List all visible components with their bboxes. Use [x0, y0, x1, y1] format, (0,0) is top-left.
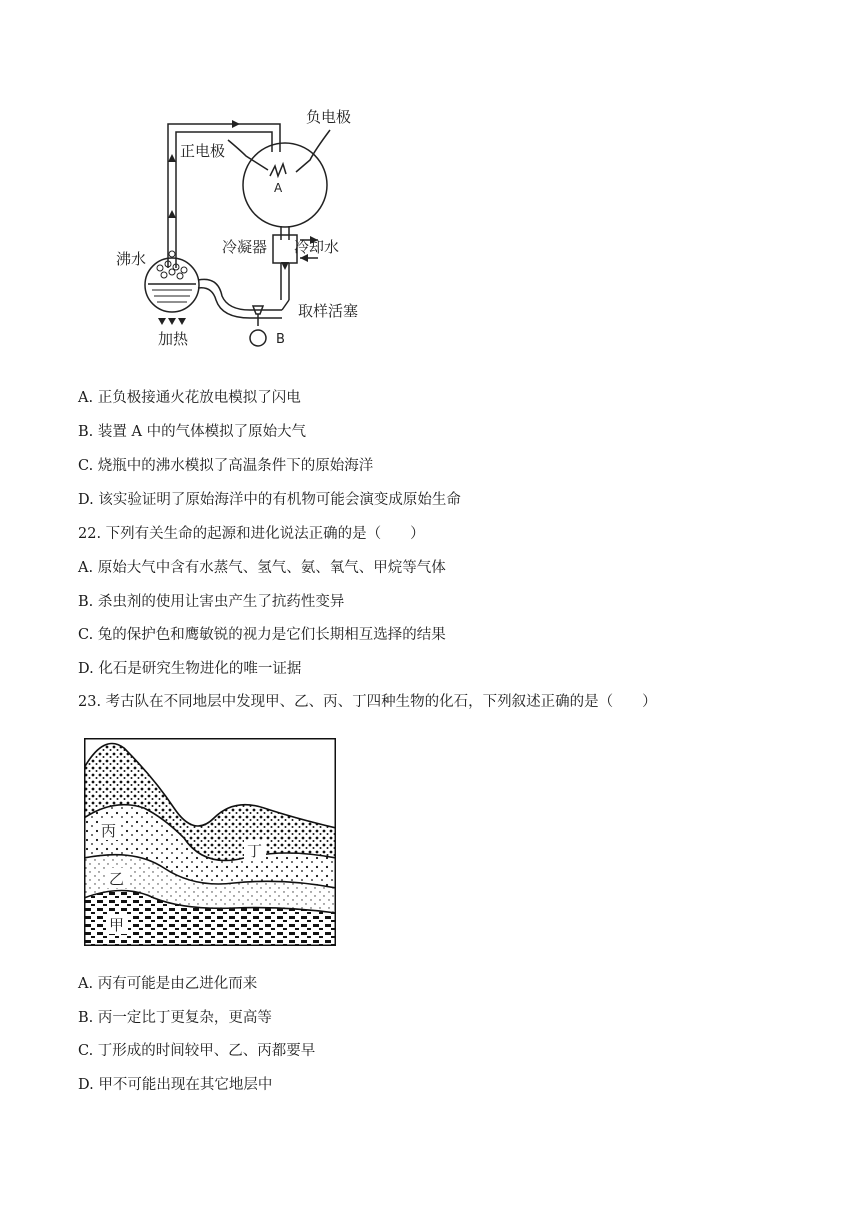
stratum-ding-label: 丁	[247, 842, 263, 860]
rock-strata-diagram	[84, 738, 336, 946]
q21-option-b: B. 装置 A 中的气体模拟了原始大气	[78, 424, 307, 440]
q22-option-b: B. 杀虫剂的使用让害虫产生了抗药性变异	[78, 594, 345, 610]
negative-electrode-label: 负电极	[306, 108, 352, 126]
cooling-water-label: 冷却水	[294, 238, 340, 256]
q23-option-d: D. 甲不可能出现在其它地层中	[78, 1077, 273, 1093]
positive-electrode-label: 正电极	[180, 142, 226, 160]
heating-label: 加热	[158, 330, 189, 348]
q21-option-c: C. 烧瓶中的沸水模拟了高温条件下的原始海洋	[78, 458, 374, 474]
q21-option-d: D. 该实验证明了原始海洋中的有机物可能会演变成原始生命	[78, 492, 461, 508]
q23-option-a: A. 丙有可能是由乙进化而来	[78, 976, 258, 992]
device-a-label: A	[274, 181, 283, 195]
miller-experiment-diagram	[110, 100, 380, 360]
flask-b-label: B	[276, 332, 285, 347]
stratum-jia-label: 甲	[109, 916, 125, 934]
q22-option-c: C. 兔的保护色和鹰敏锐的视力是它们长期相互选择的结果	[78, 627, 446, 643]
boiling-water-label: 沸水	[116, 250, 147, 268]
sampling-valve-label: 取样活塞	[298, 302, 359, 320]
stratum-bing-label: 丙	[101, 822, 117, 840]
q21-option-a: A. 正负极接通火花放电模拟了闪电	[78, 390, 301, 406]
stratum-yi-label: 乙	[109, 870, 125, 888]
q22-option-a: A. 原始大气中含有水蒸气、氢气、氨、氧气、甲烷等气体	[78, 560, 446, 576]
condenser-label: 冷凝器	[222, 238, 268, 256]
q22-stem: 22. 下列有关生命的起源和进化说法正确的是（ ）	[78, 526, 425, 542]
q22-option-d: D. 化石是研究生物进化的唯一证据	[78, 661, 302, 677]
q23-option-c: C. 丁形成的时间较甲、乙、丙都要早	[78, 1043, 316, 1059]
q23-option-b: B. 丙一定比丁更复杂，更高等	[78, 1010, 272, 1026]
q23-stem: 23. 考古队在不同地层中发现甲、乙、丙、丁四种生物的化石，下列叙述正确的是（ ）	[78, 694, 657, 710]
